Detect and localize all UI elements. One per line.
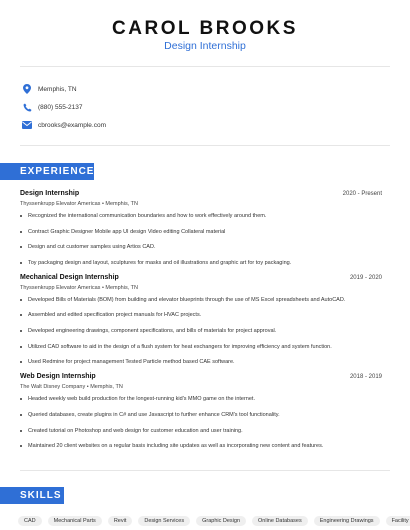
skill-chip: Revit (108, 516, 133, 526)
list-item: Queried databases, create plugins in C# and use Javascript to further enhance CRM's tool functionality. (20, 412, 390, 418)
company-name: The Walt Disney Company (20, 384, 86, 390)
list-item: Design and cut customer samples using Artios CAD. (20, 244, 390, 250)
contact-location (22, 83, 77, 95)
skill-chip: CAD (18, 516, 42, 526)
job-company: Thyssenkrupp Elevator Americas • Memphis, TN (20, 201, 139, 207)
map-pin-icon (22, 84, 32, 94)
list-item: Recognized the international communication boundaries and how to work effectively around them. (20, 213, 390, 219)
list-item: Created tutorial on Photoshop and web design for customer education and user training. (20, 428, 390, 434)
company-name: Thyssenkrupp Elevator Americas (20, 201, 101, 207)
divider (20, 470, 390, 471)
company-location: Memphis, TN (105, 285, 139, 291)
company-location: Memphis, TN (105, 201, 139, 207)
envelope-icon (22, 120, 32, 130)
phone-icon (22, 102, 32, 112)
phone-text: (880) 555-2137 (38, 103, 83, 111)
skill-chip: Online Databases (252, 516, 308, 526)
skill-chip: Engineering Drawings (314, 516, 380, 526)
job-company: The Walt Disney Company • Memphis, TN (20, 384, 123, 390)
company-location: Memphis, TN (90, 384, 123, 390)
email-text: cbrooks@example.com (38, 121, 107, 129)
contact-phone (22, 101, 82, 113)
job-dates: 2020 - Present (342, 191, 382, 197)
list-item: Developed engineering drawings, component specifications, and bills of materials for project approval. (20, 328, 390, 334)
resume-title: Design Internship (164, 40, 246, 52)
skill-chip: Graphic Design (196, 516, 246, 526)
job-title: Mechanical Design Internship (20, 274, 119, 281)
list-item: Headed weekly web build production for the longest-running kid's MMO game on the internet. (20, 396, 390, 402)
list-item: Developed Bills of Materials (BOM) from building and elevator blueprints through the use of MS Excel spreadsheets and AutoCAD. (20, 297, 390, 303)
experience-heading: EXPERIENCE (0, 163, 94, 180)
list-item: Maintained 20 client websites on a regular basis including site updates as well as incorporating new content and features. (20, 443, 390, 449)
company-name: Thyssenkrupp Elevator Americas (20, 285, 101, 291)
location-text: Memphis, TN (38, 85, 77, 93)
job-title: Design Internship (20, 190, 80, 197)
skills-heading: SKILLS (0, 487, 64, 504)
list-item: Contract Graphic Designer Mobile app UI design Video editing Collateral material (20, 229, 390, 235)
divider (20, 145, 390, 146)
resume-name: CAROL BROOKS (112, 18, 298, 39)
list-item: Assembled and edited specification project manuals for HVAC projects. (20, 312, 390, 318)
list-item: Used Redmine for project management Tested Particle method based CAE software. (20, 359, 390, 365)
skills-list (18, 516, 410, 526)
contact-email (22, 119, 106, 131)
job-title: Web Design Internship (20, 373, 96, 380)
skill-chip: Facility (386, 516, 410, 526)
list-item: Toy packaging design and layout, sculptures for masks and oil illustrations and graphic art for toy packaging. (20, 260, 390, 266)
job-company: Thyssenkrupp Elevator Americas • Memphis, TN (20, 285, 139, 291)
skill-chip: Mechanical Parts (48, 516, 102, 526)
job-dates: 2018 - 2019 (349, 374, 382, 380)
skill-chip: Design Services (138, 516, 190, 526)
divider (20, 66, 390, 67)
list-item: Utilized CAD software to aid in the design of a flush system for heat exchangers for improving efficiency and system function. (20, 344, 390, 350)
job-dates: 2019 - 2020 (349, 275, 382, 281)
